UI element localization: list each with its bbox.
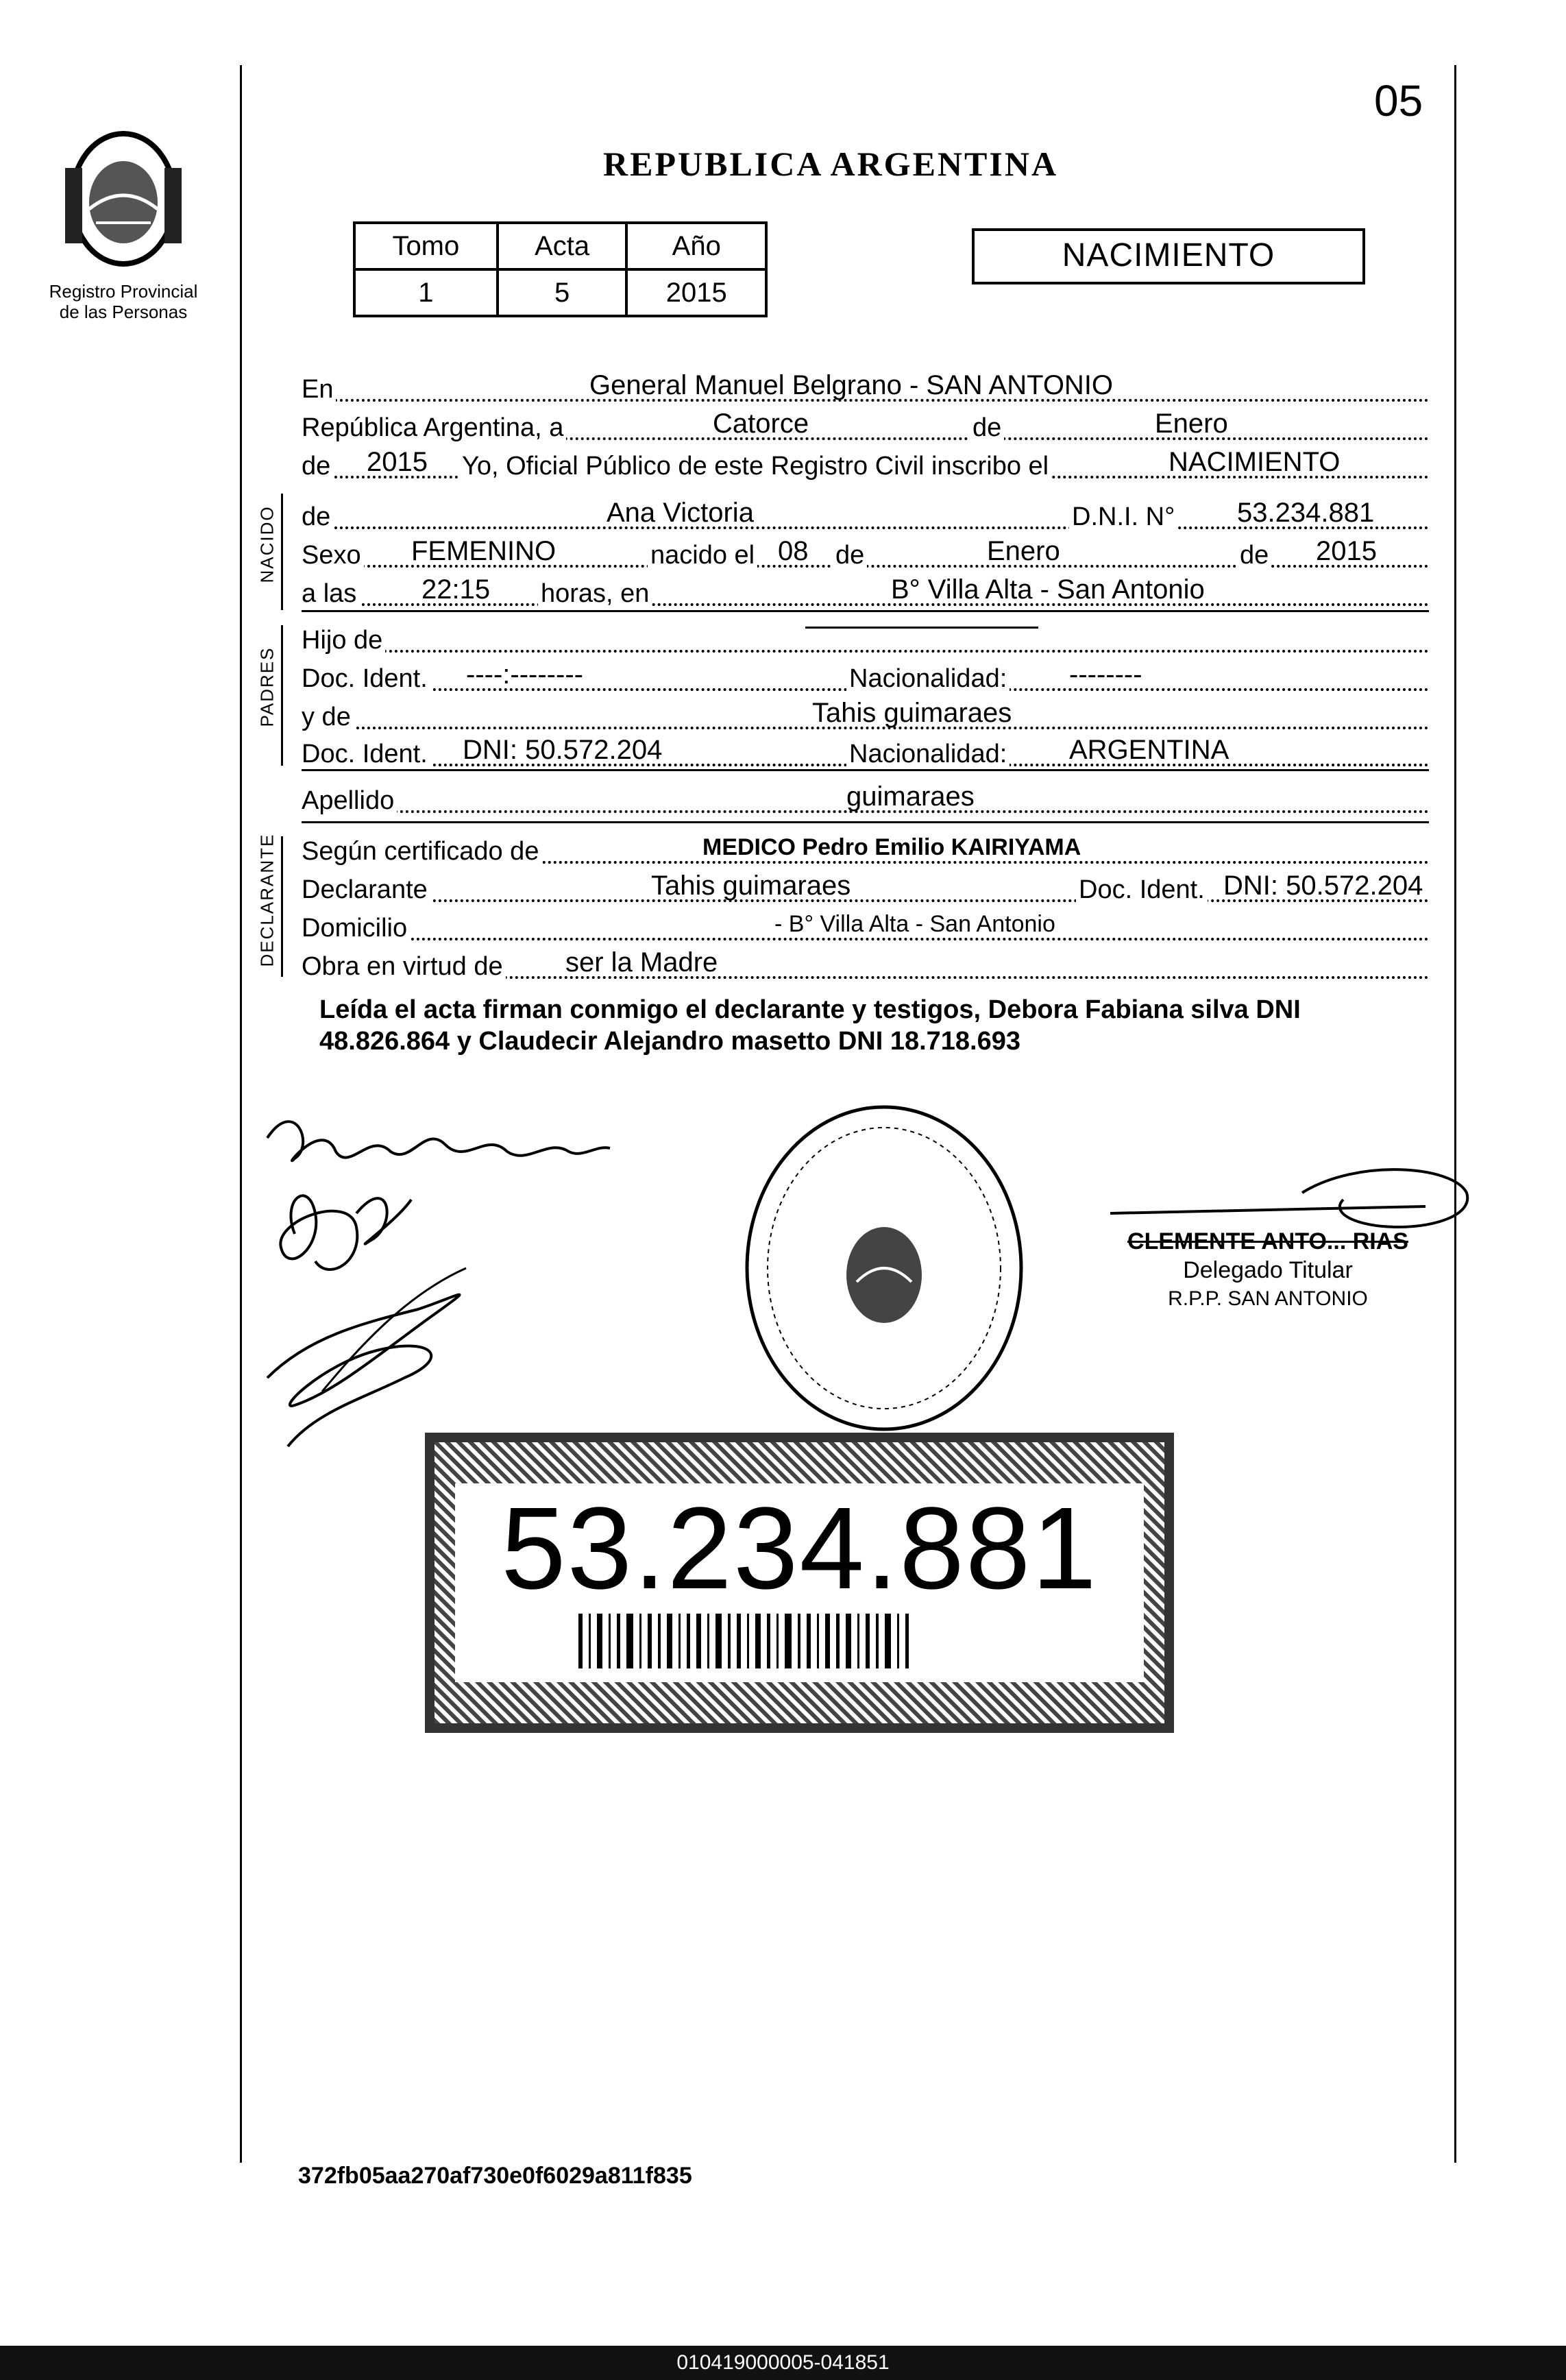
record-type-box: NACIMIENTO [972, 228, 1365, 284]
father-doc-label: Doc. Ident. [302, 659, 430, 698]
child-name-value: Ana Victoria [607, 498, 754, 528]
certificado-label: Según certificado de [302, 832, 541, 871]
registry-caption: Registro Provincial de las Personas [49, 281, 198, 322]
certificado-value: MEDICO Pedro Emilio KAIRIYAMA [702, 834, 1081, 860]
mother-doc-label: Doc. Ident. [302, 735, 430, 773]
barcode-bar [817, 1614, 819, 1668]
official-name: CLEMENTE ANTO... RIAS [1127, 1228, 1408, 1254]
dni-label: D.N.I. N° [1069, 498, 1177, 536]
barcode-bar [755, 1614, 761, 1668]
father-nac-value: -------- [1069, 659, 1142, 690]
province-coat-of-arms-logo [48, 127, 199, 271]
row-sexo [302, 536, 1429, 574]
barcode-bar [897, 1614, 899, 1668]
declarante-section-line [281, 836, 283, 977]
mother-name-value: Tahis guimaraes [812, 698, 1012, 728]
record-table-header-row [354, 223, 766, 269]
barcode-bar [866, 1614, 870, 1668]
acta-value: 5 [498, 269, 627, 316]
barcode-bar [836, 1614, 840, 1668]
event-value: NACIMIENTO [1169, 447, 1341, 477]
id-sticker-number: 53.234.881 [501, 1483, 1098, 1614]
barcode-bar [715, 1614, 722, 1668]
row-obra [302, 947, 1429, 986]
hijo-label: Hijo de [302, 621, 385, 659]
barcode-bar [687, 1614, 690, 1668]
document-hash: 372fb05aa270af730e0f6029a811f835 [298, 2163, 692, 2189]
yo-text: Yo, Oficial Público de este Registro Civil inscribo el [459, 447, 1051, 485]
padres-section-divider [302, 769, 1429, 771]
declarante-value: Tahis guimaraes [651, 871, 851, 901]
closing-statement: Leída el acta firman conmigo el declarante y testigos, Debora Fabiana silva DNI 48.826.864 y Claudecir Alejandro masetto DNI 18.718.693 [319, 995, 1301, 1056]
footer-code: 010419000005-041851 [676, 2351, 890, 2374]
en-value: General Manuel Belgrano - SAN ANTONIO [589, 370, 1114, 400]
tomo-value: 1 [354, 269, 498, 316]
dni-value: 53.234.881 [1237, 498, 1375, 528]
de-label: de [970, 409, 1004, 447]
tomo-header: Tomo [354, 223, 498, 269]
barcode-bar [857, 1614, 859, 1668]
anio-value: 2015 [626, 269, 766, 316]
row-year [302, 447, 1429, 485]
declarant-signature [254, 1090, 631, 1460]
barcode-bar [658, 1614, 661, 1668]
barcode-bar [609, 1614, 611, 1668]
barcode-bar [648, 1614, 652, 1668]
official-signature-block [1097, 1227, 1439, 1313]
barcode-bar [885, 1614, 891, 1668]
id-sticker-label [425, 1433, 1174, 1733]
nacido-section-label: NACIDO [256, 505, 278, 583]
mother-nac-label: Nacionalidad: [846, 735, 1010, 773]
padres-section-label: PADRES [256, 646, 278, 727]
record-table-value-row [354, 269, 766, 316]
domicilio-value: - B° Villa Alta - San Antonio [774, 911, 1055, 937]
sexo-label: Sexo [302, 536, 364, 574]
barcode-bar [846, 1614, 851, 1668]
birth-day-value: 08 [778, 536, 809, 566]
acta-header: Acta [498, 223, 627, 269]
row-father-doc [302, 659, 1429, 698]
declarante-doc-label: Doc. Ident. [1076, 871, 1208, 909]
barcode-bar [667, 1614, 672, 1668]
official-office: R.P.P. SAN ANTONIO [1168, 1287, 1368, 1310]
right-margin-line [1454, 65, 1456, 2163]
place-value: B° Villa Alta - San Antonio [891, 574, 1205, 605]
month-value: Enero [1155, 409, 1228, 439]
barcode-bar [678, 1614, 681, 1668]
apellido-value: guimaraes [846, 781, 975, 812]
nacido-de-label: de [302, 498, 333, 536]
time-value: 22:15 [421, 574, 491, 605]
birth-de2-label: de [1237, 536, 1271, 574]
barcode-bar [737, 1614, 741, 1668]
father-nac-label: Nacionalidad: [846, 659, 1010, 698]
row-nacido-name [302, 498, 1429, 536]
row-certificado [302, 832, 1429, 871]
birth-de-label: de [833, 536, 867, 574]
row-hora [302, 574, 1429, 613]
row-declarante [302, 871, 1429, 909]
anio-header: Año [626, 223, 766, 269]
domicilio-label: Domicilio [302, 909, 410, 947]
barcode-bar [825, 1614, 830, 1668]
nacido-el-label: nacido el [648, 536, 757, 574]
barcode-bar [639, 1614, 641, 1668]
record-table [353, 221, 768, 317]
obra-value: ser la Madre [565, 947, 718, 977]
apellido-label: Apellido [302, 781, 397, 820]
obra-label: Obra en virtud de [302, 947, 506, 986]
day-value: Catorce [713, 409, 809, 439]
barcode-bar [597, 1614, 602, 1668]
page-number: 05 [1374, 76, 1423, 125]
barcode-bar [747, 1614, 749, 1668]
barcode-bar [626, 1614, 633, 1668]
row-mother-doc [302, 735, 1429, 773]
yde-label: y de [302, 698, 354, 736]
birth-year-value: 2015 [1316, 536, 1377, 566]
barcode-bar [696, 1614, 701, 1668]
barcode-bar [876, 1614, 879, 1668]
barcode-bar [578, 1614, 583, 1668]
en-label: En [302, 370, 336, 409]
year-value: 2015 [367, 447, 428, 477]
mother-doc-value: DNI: 50.572.204 [463, 735, 663, 765]
padres-section-line [281, 625, 283, 766]
document-title: REPUBLICA ARGENTINA [603, 145, 1059, 183]
barcode [578, 1614, 1017, 1668]
birth-month-value: Enero [987, 536, 1060, 566]
apellido-divider [302, 821, 1429, 823]
de2-label: de [302, 447, 333, 485]
nacido-section-line [281, 494, 283, 610]
father-blank-line [805, 627, 1038, 629]
barcode-bar [776, 1614, 779, 1668]
barcode-bar [807, 1614, 811, 1668]
barcode-bar [728, 1614, 731, 1668]
declarante-doc-value: DNI: 50.572.204 [1223, 871, 1423, 901]
a-las-label: a las [302, 574, 359, 613]
declarante-section-label: DECLARANTE [256, 833, 278, 967]
official-seal [726, 1097, 1042, 1440]
barcode-bar [617, 1614, 620, 1668]
sexo-value: FEMENINO [411, 536, 556, 566]
footer-code-bar [0, 2346, 1566, 2380]
official-title: Delegado Titular [1183, 1257, 1353, 1283]
horas-label: horas, en [538, 574, 652, 613]
row-en [302, 370, 1429, 409]
id-sticker-inner [455, 1483, 1144, 1682]
barcode-bar [798, 1614, 800, 1668]
republica-label: República Argentina, a [302, 409, 566, 447]
row-apellido [302, 781, 1429, 820]
row-hijo [302, 621, 1429, 659]
row-domicilio [302, 909, 1429, 947]
barcode-bar [589, 1614, 591, 1668]
row-republica [302, 409, 1429, 447]
nacido-section-divider [302, 610, 1429, 612]
father-doc-value: ----:-------- [466, 659, 583, 690]
barcode-bar [707, 1614, 709, 1668]
barcode-bar [905, 1614, 909, 1668]
barcode-bar [767, 1614, 770, 1668]
barcode-bar [785, 1614, 792, 1668]
left-margin-line [240, 65, 242, 2163]
declarante-label: Declarante [302, 871, 430, 909]
mother-nac-value: ARGENTINA [1069, 735, 1229, 765]
